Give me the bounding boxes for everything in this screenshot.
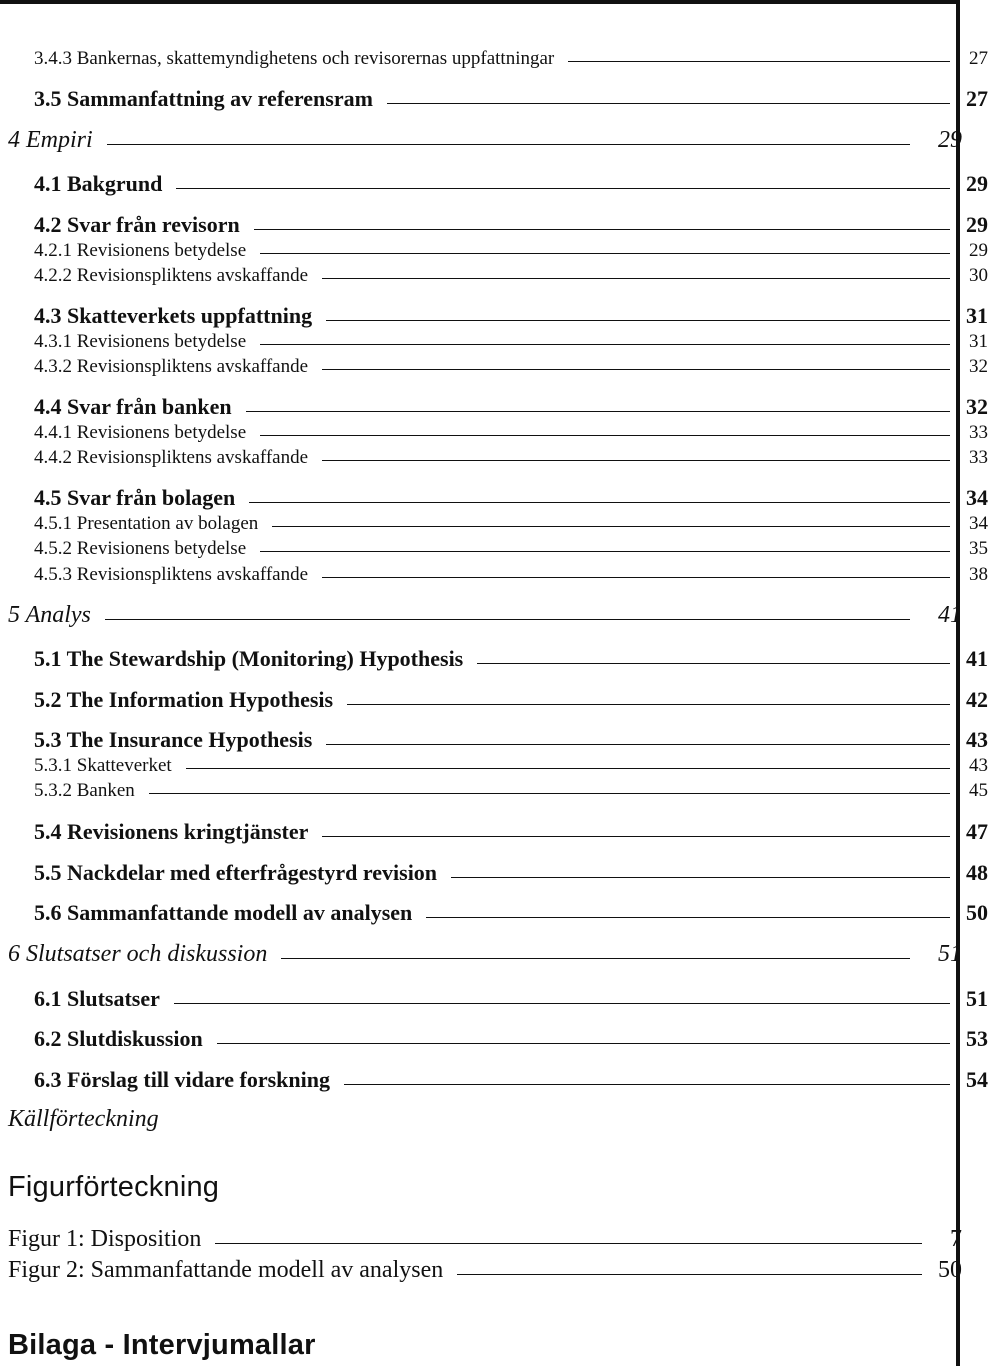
toc-page-number: 50	[966, 900, 988, 925]
toc-entry-5-4[interactable]	[0, 819, 988, 845]
toc-page-number: 51	[966, 986, 988, 1011]
toc-leader-line	[260, 435, 950, 436]
toc-entry-4-4[interactable]	[0, 394, 988, 420]
toc-entry-title: 4.2.1 Revisionens betydelse	[34, 240, 247, 261]
toc-page-number: 42	[966, 687, 988, 712]
toc-page-number: 51	[938, 941, 962, 967]
toc-entry-title: 4.1 Bakgrund	[34, 171, 163, 196]
toc-entry-title: 4.2 Svar från revisorn	[34, 212, 240, 237]
toc-entry-5-6[interactable]	[0, 900, 988, 926]
toc-entry-5-1[interactable]	[0, 646, 988, 672]
toc-entry-5-2[interactable]	[0, 687, 988, 713]
figure-entry-title: Figur 2: Sammanfattande modell av analysen	[8, 1257, 444, 1283]
figure-entry-1[interactable]	[0, 1226, 962, 1253]
toc-entry-4-3[interactable]	[0, 303, 988, 329]
figure-entry-2[interactable]	[0, 1257, 962, 1284]
toc-leader-line	[281, 958, 910, 959]
toc-page-number: 27	[966, 86, 988, 111]
toc-entry-title: 6.3 Förslag till vidare forskning	[34, 1067, 330, 1092]
toc-entry-title: 5 Analys	[8, 602, 91, 628]
toc-entry-title: 4 Empiri	[8, 127, 93, 153]
toc-leader-line	[107, 144, 910, 145]
toc-entry-title: 4.5.3 Revisionspliktens avskaffande	[34, 564, 309, 585]
toc-entry-title: 4.2.2 Revisionspliktens avskaffande	[34, 265, 309, 286]
toc-leader-line	[426, 917, 950, 918]
toc-entry-title: 4.4 Svar från banken	[34, 394, 232, 419]
figure-entry-title: Figur 1: Disposition	[8, 1226, 202, 1252]
toc-entry-4-5-1[interactable]	[0, 513, 988, 535]
toc-leader-line	[451, 877, 950, 878]
page-border-right	[956, 0, 960, 1366]
toc-entry-title: 4.3.1 Revisionens betydelse	[34, 331, 247, 352]
toc-entry-title: 4.5 Svar från bolagen	[34, 485, 236, 510]
toc-leader-line	[477, 663, 950, 664]
toc-leader-line	[272, 526, 950, 527]
toc-leader-line	[254, 229, 950, 230]
kallforteckning-entry[interactable]: Källförteckning	[8, 1106, 159, 1132]
toc-page-number: 33	[969, 447, 988, 468]
toc-leader-line	[347, 704, 950, 705]
toc-entry-4-4-2[interactable]	[0, 447, 988, 469]
toc-entry-title: 4.3.2 Revisionspliktens avskaffande	[34, 356, 309, 377]
toc-entry-title: 5.4 Revisionens kringtjänster	[34, 819, 309, 844]
toc-entry-4-2[interactable]	[0, 212, 988, 238]
toc-page-number: 29	[966, 171, 988, 196]
toc-leader-line	[249, 502, 950, 503]
toc-leader-line	[149, 793, 950, 794]
toc-entry-4-3-1[interactable]	[0, 331, 988, 353]
toc-leader-line	[322, 577, 950, 578]
toc-entry-4-5[interactable]	[0, 485, 988, 511]
toc-entry-6-2[interactable]	[0, 1026, 988, 1052]
toc-entry-title: 4.4.2 Revisionspliktens avskaffande	[34, 447, 309, 468]
toc-entry-3-5[interactable]	[0, 86, 988, 112]
toc-page-number: 29	[969, 240, 988, 261]
toc-leader-line	[457, 1274, 922, 1275]
toc-entry-5-3-2[interactable]	[0, 780, 988, 802]
toc-page-number: 34	[966, 485, 988, 510]
toc-page-number: 45	[969, 780, 988, 801]
toc-entry-title: 5.3 The Insurance Hypothesis	[34, 727, 313, 752]
toc-leader-line	[322, 369, 950, 370]
toc-page-number: 53	[966, 1026, 988, 1051]
toc-page-number: 41	[966, 646, 988, 671]
toc-leader-line	[387, 103, 950, 104]
toc-entry-5-3-1[interactable]	[0, 755, 988, 777]
toc-entry-4-5-3[interactable]	[0, 564, 988, 586]
toc-page-number: 43	[969, 755, 988, 776]
toc-entry-3-4-3[interactable]	[0, 48, 988, 70]
figurforteckning-heading: Figurförteckning	[8, 1171, 220, 1203]
toc-leader-line	[322, 460, 950, 461]
toc-page-number: 32	[969, 356, 988, 377]
toc-entry-4-4-1[interactable]	[0, 422, 988, 444]
toc-page-number: 35	[969, 538, 988, 559]
toc-entry-6-1[interactable]	[0, 986, 988, 1012]
toc-page-number: 34	[969, 513, 988, 534]
toc-entry-4-2-1[interactable]	[0, 240, 988, 262]
toc-entry-5-5[interactable]	[0, 860, 988, 886]
toc-page-number: 48	[966, 860, 988, 885]
toc-page-number: 29	[938, 127, 962, 153]
figure-page-number: 50	[938, 1257, 962, 1283]
toc-page-number: 41	[938, 602, 962, 628]
toc-entry-title: 6 Slutsatser och diskussion	[8, 941, 268, 967]
toc-leader-line	[105, 619, 910, 620]
toc-entry-title: 6.2 Slutdiskussion	[34, 1026, 203, 1051]
toc-entry-title: 3.5 Sammanfattning av referensram	[34, 86, 373, 111]
toc-page-number: 47	[966, 819, 988, 844]
toc-leader-line	[215, 1243, 922, 1244]
toc-entry-title: 4.3 Skatteverkets uppfattning	[34, 303, 313, 328]
toc-page-number: 38	[969, 564, 988, 585]
toc-page-number: 54	[966, 1067, 988, 1092]
toc-entry-title: 5.5 Nackdelar med efterfrågestyrd revision	[34, 860, 438, 885]
bilaga-heading: Bilaga - Intervjumallar	[8, 1329, 316, 1361]
toc-page-number: 43	[966, 727, 988, 752]
toc-entry-title: 4.4.1 Revisionens betydelse	[34, 422, 247, 443]
toc-leader-line	[322, 836, 950, 837]
toc-leader-line	[568, 61, 950, 62]
toc-leader-line	[260, 344, 950, 345]
toc-leader-line	[326, 320, 950, 321]
toc-entry-4[interactable]	[0, 127, 962, 154]
toc-entry-title: 5.1 The Stewardship (Monitoring) Hypothesis	[34, 646, 464, 671]
toc-leader-line	[344, 1084, 950, 1085]
toc-entry-4-3-2[interactable]	[0, 356, 988, 378]
toc-leader-line	[260, 253, 950, 254]
toc-entry-5-3[interactable]	[0, 727, 988, 753]
toc-page-number: 29	[966, 212, 988, 237]
toc-leader-line	[246, 411, 950, 412]
toc-page-number: 31	[969, 331, 988, 352]
toc-entry-title: 5.3.2 Banken	[34, 780, 135, 801]
toc-entry-title: 3.4.3 Bankernas, skattemyndighetens och revisorernas uppfattningar	[34, 48, 555, 69]
toc-page-number: 32	[966, 394, 988, 419]
page-border-top	[0, 0, 960, 4]
toc-entry-title: 4.5.1 Presentation av bolagen	[34, 513, 259, 534]
toc-leader-line	[186, 768, 950, 769]
toc-leader-line	[322, 278, 950, 279]
toc-page-number: 27	[969, 48, 988, 69]
toc-entry-5[interactable]	[0, 602, 962, 629]
toc-entry-6[interactable]	[0, 941, 962, 968]
toc-entry-title: 5.2 The Information Hypothesis	[34, 687, 334, 712]
figure-page-number: 7	[950, 1226, 962, 1252]
toc-entry-title: 4.5.2 Revisionens betydelse	[34, 538, 247, 559]
toc-leader-line	[260, 551, 950, 552]
toc-leader-line	[217, 1043, 950, 1044]
toc-entry-title: 6.1 Slutsatser	[34, 986, 160, 1011]
toc-leader-line	[174, 1003, 950, 1004]
toc-entry-title: 5.3.1 Skatteverket	[34, 755, 172, 776]
toc-page-number: 33	[969, 422, 988, 443]
toc-entry-6-3[interactable]	[0, 1067, 988, 1093]
toc-entry-title: 5.6 Sammanfattande modell av analysen	[34, 900, 413, 925]
toc-entry-4-5-2[interactable]	[0, 538, 988, 560]
toc-page-number: 30	[969, 265, 988, 286]
toc-entry-4-1[interactable]	[0, 171, 988, 197]
toc-page-number: 31	[966, 303, 988, 328]
toc-entry-4-2-2[interactable]	[0, 265, 988, 287]
toc-leader-line	[326, 744, 950, 745]
toc-leader-line	[176, 188, 950, 189]
